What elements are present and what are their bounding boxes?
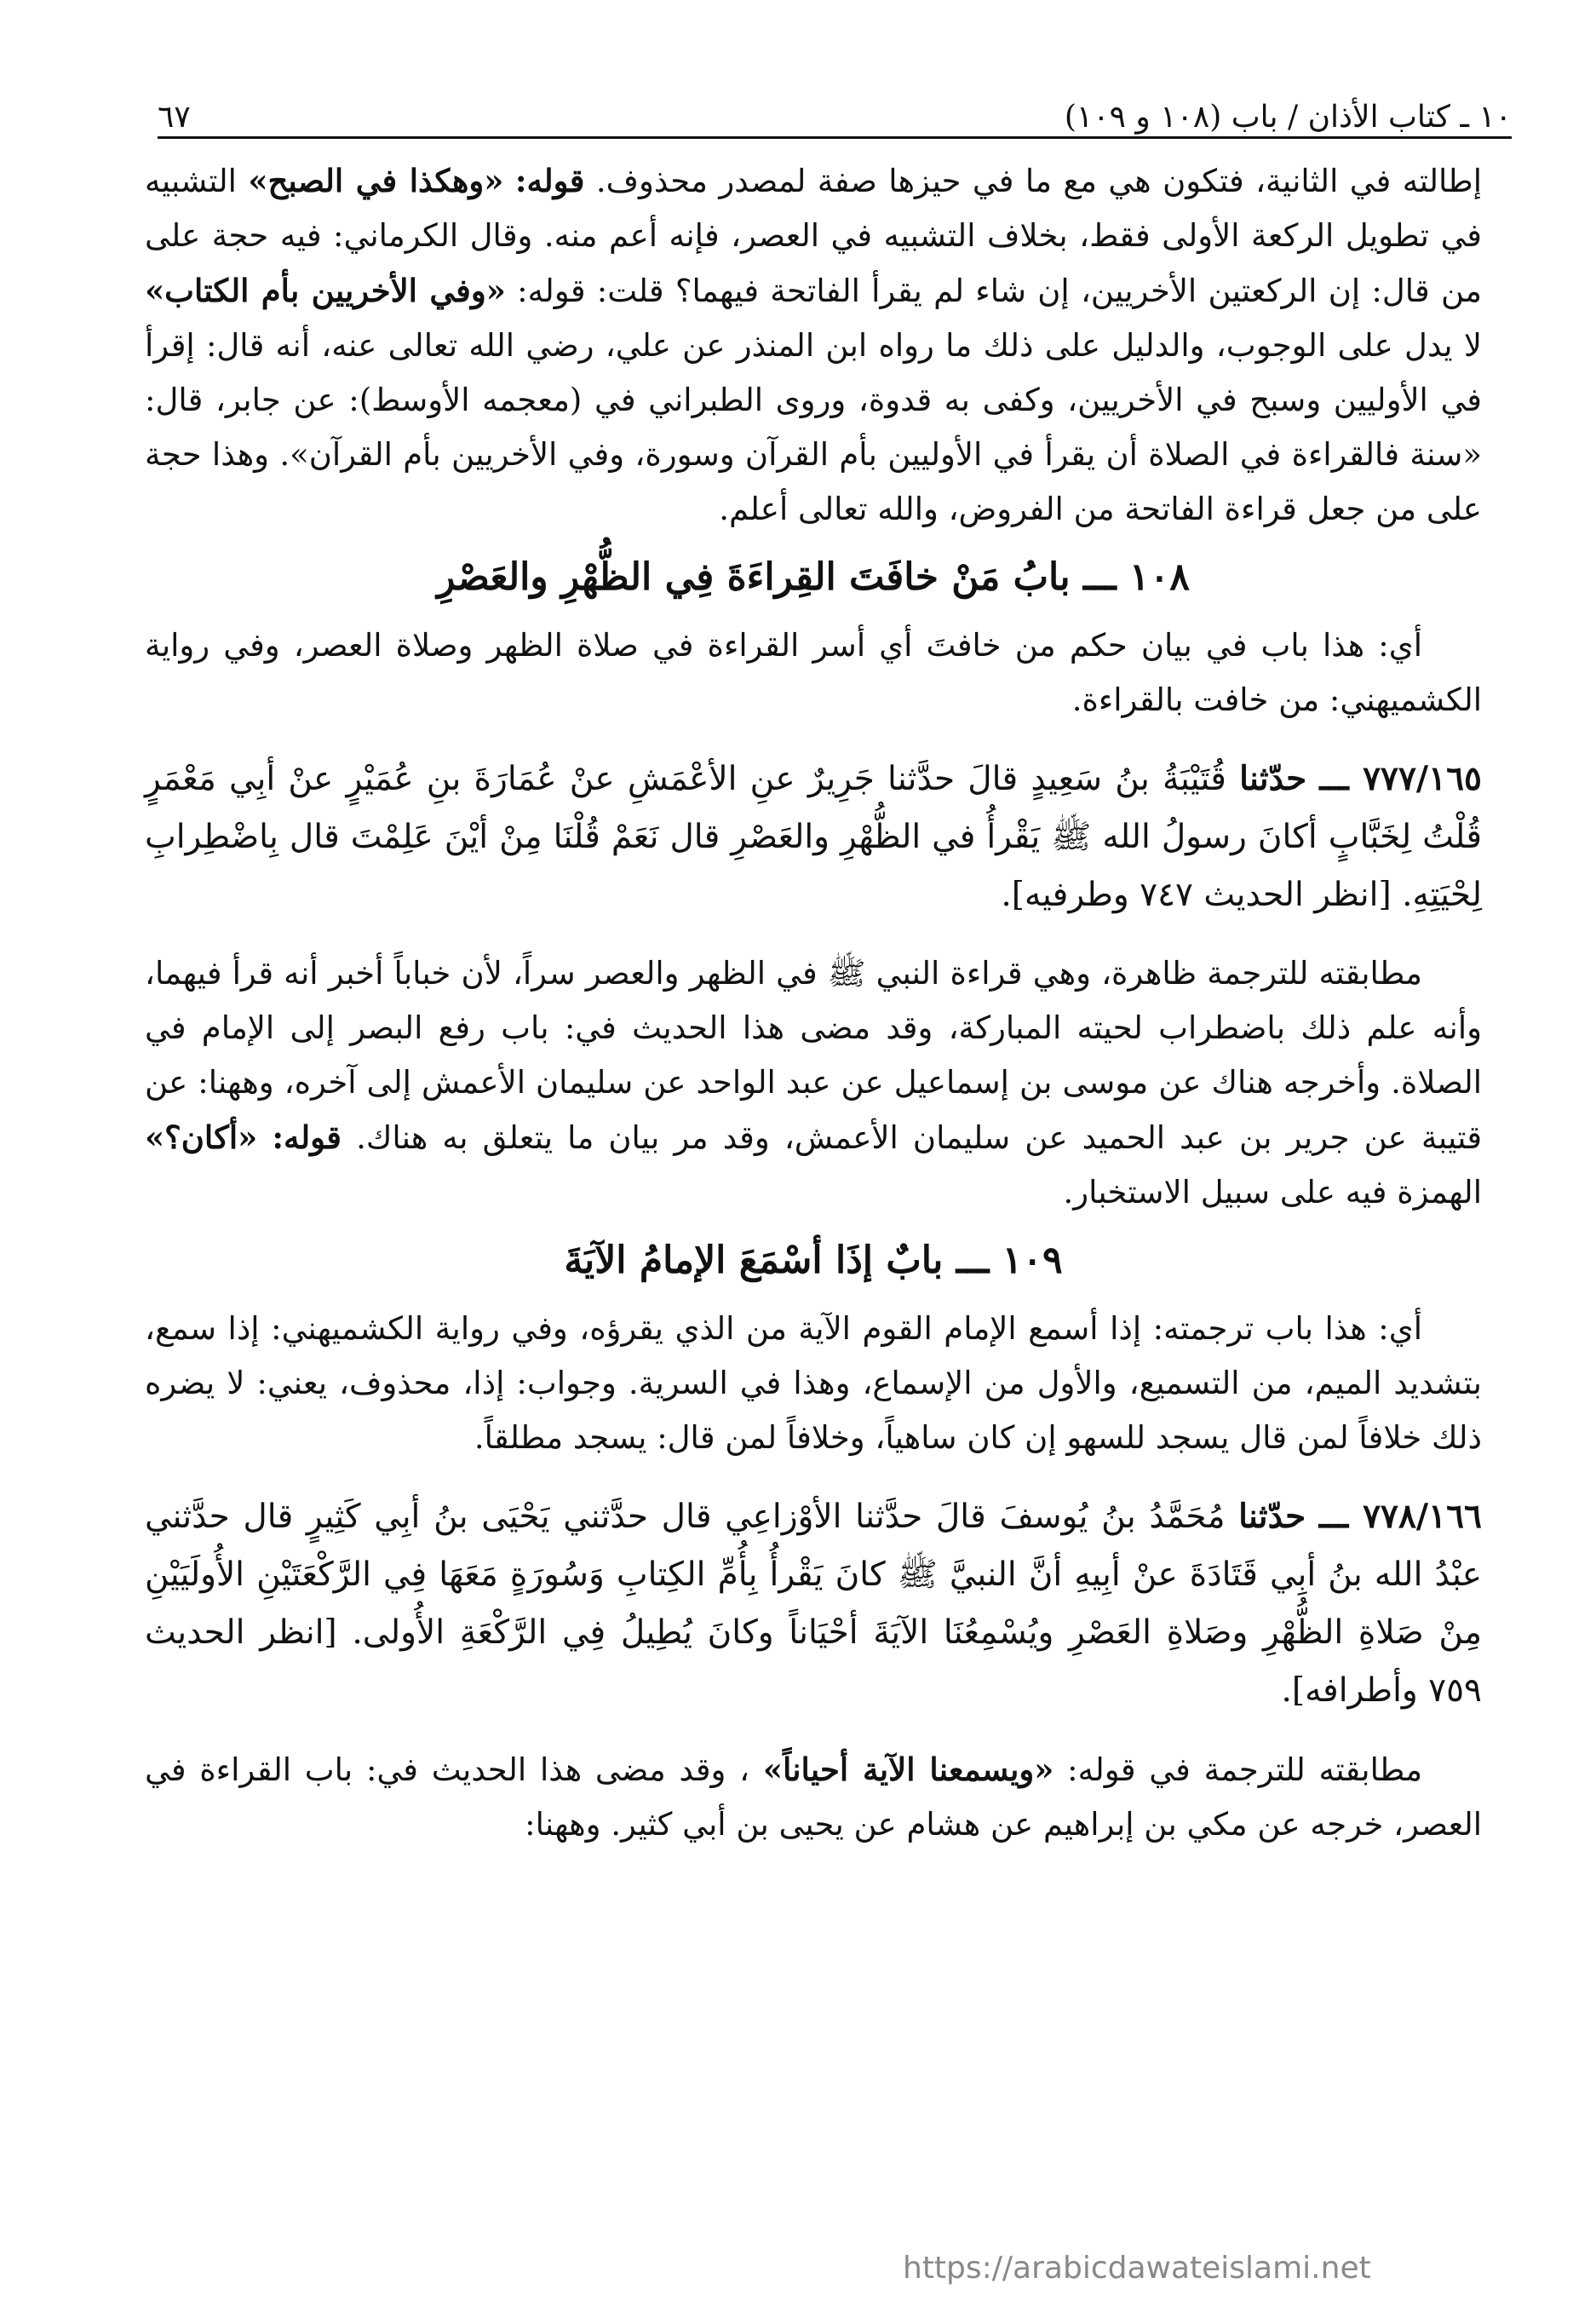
qawluhu-label: قوله:	[272, 1119, 342, 1156]
commentary-paragraph-1	[145, 153, 1482, 537]
page-body	[145, 153, 1482, 1852]
commentary-paragraph-3	[145, 946, 1482, 1220]
spacer	[145, 1727, 1482, 1742]
text-run: إطالته في الثانية، فتكون هي مع ما في حيزها صفة لمصدر محذوف.	[595, 163, 1483, 199]
quoted-phrase: «ويسمعنا الآية أحياناً»	[762, 1751, 1054, 1788]
haddathana-label: حدّثنا	[1239, 759, 1307, 798]
quoted-phrase: «وفي الأخريين بأم الكتاب»	[145, 272, 506, 309]
chapter-heading-109: ١٠٩ ـــ بابٌ إذَا أسْمَعَ الإمامُ الآيَةَ	[564, 1239, 1063, 1282]
commentary-paragraph-2: أي: هذا باب في بيان حكم من خافتَ أي أسر القراءة في صلاة الظهر وصلاة العصر، وفي رواية الكشميهني: من خافت بالقراءة.	[145, 627, 1482, 718]
text-run: مطابقته للترجمة في قوله:	[1067, 1751, 1423, 1788]
quoted-phrase: «وهكذا في الصبح»	[248, 162, 504, 199]
haddathana-label: حدّثنا	[1238, 1497, 1306, 1536]
spacer	[145, 1465, 1482, 1481]
commentary-paragraph-4: أي: هذا باب ترجمته: إذا أسمع الإمام القوم الآية من الذي يقرؤه، وفي رواية الكشميهني: إذا سمع، بتشديد الميم، من التسميع، والأول من الإسماع، وهذا في السرية. وجواب: إذا، محذوف، يعني: لا يضره ذلك خلافاً لمن قال يسجد للسهو إن كان ساهياً، وخلافاً لمن قال: يسجد مطلقاً.	[145, 1310, 1482, 1456]
spacer	[145, 728, 1482, 743]
text-run: الهمزة فيه على سبيل الاستخبار.	[1063, 1174, 1482, 1211]
text-run: التشبيه في تطويل الركعة الأولى فقط، بخلاف التشبيه في العصر، فإنه أعم منه. وقال الكرماني: فيه حجة على من قال: إن الركعتين الأخريين، إن شاء لم يقرأ الفاتحة فيهما؟ قلت: قوله:	[145, 163, 1482, 309]
text-run: لا يدل على الوجوب، والدليل على ذلك ما رواه ابن المنذر عن علي، رضي الله تعالى عنه، أنه قال: إقرأ في الأوليين وسبح في الأخريين، وكفى به قدوة، وروى الطبراني في (معجمه الأوسط): عن جابر، قال: «سنة فالقراءة في الصلاة أن يقرأ في الأوليين بأم القرآن وسورة، وفي الأخريين بأم القرآن». وهذا حجة على من جعل قراءة الفاتحة من الفروض، والله تعالى أعلم.	[145, 327, 1482, 527]
page-header	[158, 66, 1512, 135]
hadith-text: مُحَمَّدُ بنُ يُوسفَ قالَ حدَّثنا الأوْزاعِي قال حدَّثني يَحْيَى بنُ أبِي كَثِيرٍ قال حدَّثني عبْدُ الله بنُ أبِي قَتَادَةَ عنْ أبِيهِ أنَّ النبيَّ ﷺ كانَ يَقْرأُ بِأُمِّ الكِتابِ وَسُورَةٍ مَعَهَا فِي الرَّكْعَتَيْنِ الأُولَيَيْنِ مِنْ صَلاةِ الظُّهْرِ وصَلاةِ العَصْرِ ويُسْمِعُنَا الآيَةَ أحْيَاناً وكانَ يُطِيلُ فِي الرَّكْعَةِ الأُولى. [انظر الحديث ٧٥٩ وأطرافه].	[145, 1498, 1482, 1710]
hadith-778	[145, 1487, 1482, 1720]
header-rule	[158, 136, 1512, 139]
spacer	[145, 931, 1482, 946]
hadith-number: ٧٧٨/١٦٦ ـــ	[1318, 1497, 1482, 1536]
chapter-heading-108: ١٠٨ ـــ بابُ مَنْ خافَتَ القِراءَةَ فِي الظُّهْرِ والعَصْرِ	[437, 555, 1190, 599]
page-number: ٦٧	[158, 100, 191, 135]
commentary-paragraph-5	[145, 1742, 1482, 1852]
text-run: ، وقد مضى هذا الحديث في: باب القراءة في العصر، خرجه عن مكي بن إبراهيم عن هشام عن يحيى بن أبي كثير. وههنا:	[145, 1751, 1482, 1843]
chapter-title: ١٠ ـ كتاب الأذان / باب (١٠٨ و ١٠٩)	[1064, 100, 1512, 135]
hadith-777	[145, 750, 1482, 924]
watermark-url: https://arabicdawateislami.net	[903, 2251, 1371, 2286]
hadith-number: ٧٧٧/١٦٥ ـــ	[1319, 759, 1482, 798]
qawluhu-label: قوله:	[514, 162, 585, 199]
hadith-text: قُتَيْبَةُ بنُ سَعِيدٍ قالَ حدَّثنا جَرِيرٌ عنِ الأعْمَشِ عنْ عُمَارَةَ بنِ عُمَيْرٍ عنْ أبِي مَعْمَرٍ قُلْتُ لِخَبَّابٍ أكانَ رسولُ الله ﷺ يَقْرأُ في الظُّهْرِ والعَصْرِ قال نَعَمْ قُلْنَا مِنْ أيْنَ عَلِمْتَ قال بِاضْطِرابِ لِحْيَتِهِ. [انظر الحديث ٧٤٧ وطرفيه].	[145, 760, 1482, 914]
text-run: مطابقته للترجمة ظاهرة، وهي قراءة النبي ﷺ في الظهر والعصر سراً، لأن خباباً أخبر أنه قرأ فيهما، وأنه علم ذلك باضطراب لحيته المباركة، وقد مضى هذا الحديث في: باب رفع البصر إلى الإمام في الصلاة. وأخرجه هناك عن موسى بن إسماعيل عن عبد الواحد عن سليمان الأعمش إلى آخره، وههنا: عن قتيبة عن جرير بن عبد الحميد عن سليمان الأعمش، وقد مر بيان ما يتعلق به هناك.	[145, 955, 1483, 1156]
quoted-phrase: «أكان؟»	[145, 1119, 258, 1156]
